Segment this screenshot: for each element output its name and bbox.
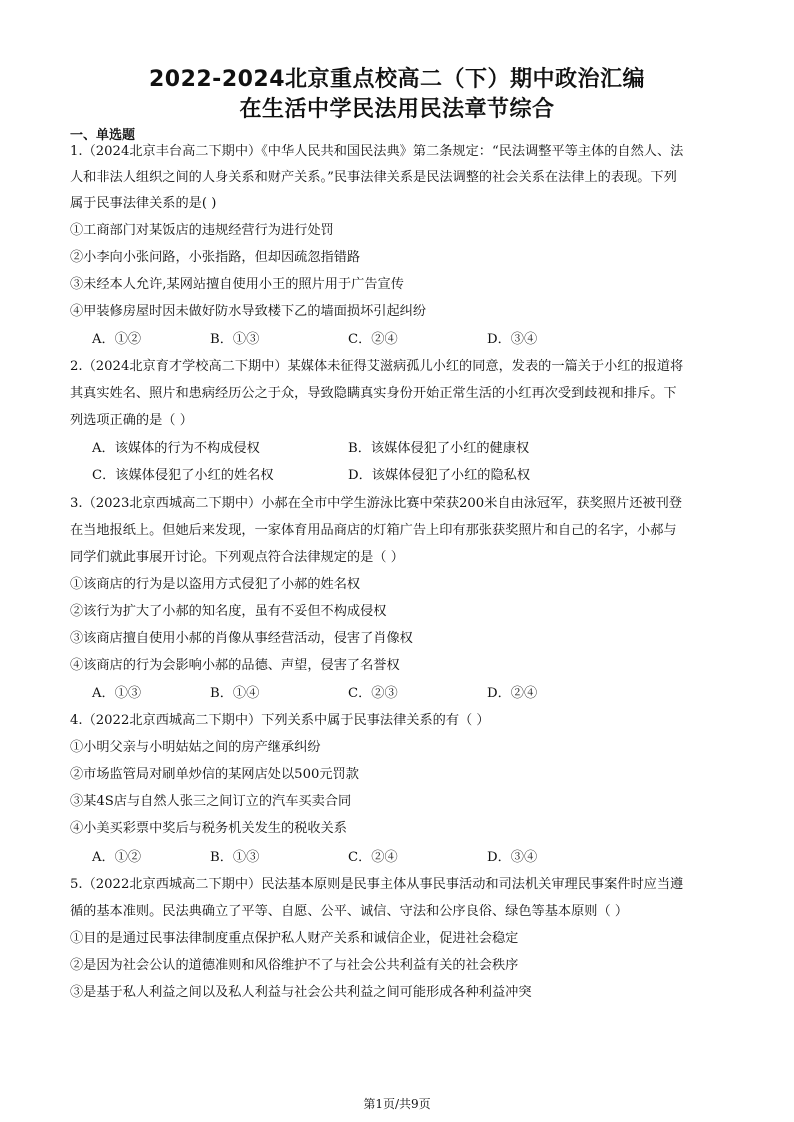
q3-option-a: A．①③ <box>92 686 142 701</box>
q4-statement-2: ②市场监管局对刷单炒信的某网店处以500元罚款 <box>70 767 359 782</box>
q3-option-b: B．①④ <box>210 686 260 701</box>
q1-option-d: D．③④ <box>487 332 538 347</box>
q3-stem-line-2: 在当地报纸上。但她后来发现，一家体育用品商店的灯箱广告上印有那张获奖照片和自己的名字，小郝与 <box>70 523 677 538</box>
q1-option-a: A．①② <box>92 332 142 347</box>
q5-statement-2: ②是因为社会公认的道德准则和风俗维护不了与社会公共利益有关的社会秩序 <box>70 958 519 973</box>
q4-statement-1: ①小明父亲与小明姑姑之间的房产继承纠纷 <box>70 740 321 755</box>
q2-option-c: C．该媒体侵犯了小红的姓名权 <box>92 468 274 483</box>
q4-option-c: C．②④ <box>348 850 398 865</box>
q1-option-c: C．②④ <box>348 332 398 347</box>
q1-stem-line-3: 属于民事法律关系的是( ) <box>70 196 217 211</box>
q4-option-a: A．①② <box>92 850 142 865</box>
q1-stem-line-2: 人和非法人组织之间的人身关系和财产关系。”民事法律关系是民法调整的社会关系在法律上的表现。下列 <box>70 170 677 185</box>
q2-option-b: B．该媒体侵犯了小红的健康权 <box>348 441 530 456</box>
q3-stem-line-1: 3.（2023北京西城高二下期中）小郝在全市中学生游泳比赛中荣获200米自由泳冠军，获奖照片还被刊登 <box>70 496 682 511</box>
q2-option-a: A．该媒体的行为不构成侵权 <box>92 441 260 456</box>
q3-statement-3: ③该商店擅自使用小郝的肖像从事经营活动，侵害了肖像权 <box>70 631 413 646</box>
q4-statement-4: ④小美买彩票中奖后与税务机关发生的税收关系 <box>70 821 347 836</box>
q3-stem-line-3: 同学们就此事展开讨论。下列观点符合法律规定的是（ ） <box>70 550 404 565</box>
q3-statement-1: ①该商店的行为是以盗用方式侵犯了小郝的姓名权 <box>70 577 361 592</box>
q1-option-b: B．①③ <box>210 332 260 347</box>
q5-statement-1: ①目的是通过民事法律制度重点保护私人财产关系和诚信企业，促进社会稳定 <box>70 931 519 946</box>
section-heading: 一、单选题 <box>70 128 136 143</box>
q3-statement-4: ④该商店的行为会影响小郝的品德、声望，侵害了名誉权 <box>70 658 400 673</box>
q3-statement-2: ②该行为扩大了小郝的知名度，虽有不妥但不构成侵权 <box>70 604 387 619</box>
q3-option-c: C．②③ <box>348 686 398 701</box>
q2-stem-line-1: 2.（2024北京育才学校高二下期中）某媒体未征得艾滋病孤儿小红的同意，发表的一篇关于小红的报道将 <box>70 359 684 374</box>
document-subtitle: 在生活中学民法用民法章节综合 <box>239 97 555 122</box>
q5-statement-3: ③是基于私人利益之间以及私人利益与社会公共利益之间可能形成各种利益冲突 <box>70 985 532 1000</box>
q2-stem-line-2: 其真实姓名、照片和患病经历公之于众，导致隐瞒真实身份开始正常生活的小红再次受到歧视和排斥。下 <box>70 386 677 401</box>
q4-option-b: B．①③ <box>210 850 260 865</box>
q5-stem-line-2: 循的基本准则。民法典确立了平等、自愿、公平、诚信、守法和公序良俗、绿色等基本原则（ ） <box>70 904 629 919</box>
page-footer: 第1页/共9页 <box>363 1097 431 1111</box>
q1-statement-4: ④甲装修房屋时因未做好防水导致楼下乙的墙面损坏引起纠纷 <box>70 304 427 319</box>
q4-stem-line-1: 4.（2022北京西城高二下期中）下列关系中属于民事法律关系的有（ ） <box>70 713 490 728</box>
q1-statement-2: ②小李向小张问路，小张指路，但却因疏忽指错路 <box>70 250 361 265</box>
q4-option-d: D．③④ <box>487 850 538 865</box>
q1-stem-line-1: 1.（2024北京丰台高二下期中）《中华人民共和国民法典》第二条规定：“民法调整平等主体的自然人、法 <box>70 144 684 159</box>
q2-option-d: D．该媒体侵犯了小红的隐私权 <box>348 468 531 483</box>
q1-statement-1: ①工商部门对某饭店的违规经营行为进行处罚 <box>70 223 334 238</box>
q4-statement-3: ③某4S店与自然人张三之间订立的汽车买卖合同 <box>70 794 352 809</box>
document-title: 2022-2024北京重点校高二（下）期中政治汇编 <box>148 67 646 92</box>
q2-stem-line-3: 列选项正确的是（ ） <box>70 413 193 428</box>
q3-option-d: D．②④ <box>487 686 538 701</box>
q1-statement-3: ③未经本人允许,某网站擅自使用小王的照片用于广告宣传 <box>70 277 404 292</box>
q5-stem-line-1: 5.（2022北京西城高二下期中）民法基本原则是民事主体从事民事活动和司法机关审理民事案件时应当遵 <box>70 877 684 892</box>
